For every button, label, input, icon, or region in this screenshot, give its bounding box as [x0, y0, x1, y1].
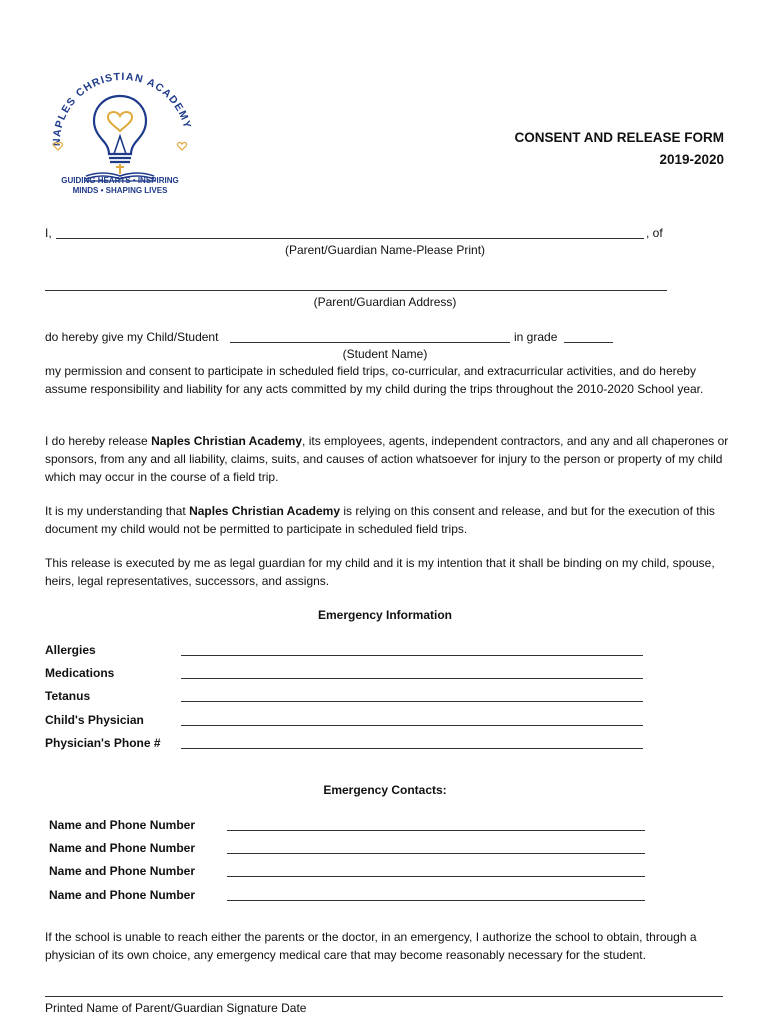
- medications-field[interactable]: [181, 678, 643, 679]
- form-title: CONSENT AND RELEASE FORM: [514, 130, 724, 145]
- contact-field-1[interactable]: [227, 830, 645, 831]
- student-name-field[interactable]: [230, 342, 510, 343]
- contact-field-4[interactable]: [227, 900, 645, 901]
- paragraph-understanding: [45, 502, 730, 538]
- contact-label: Name and Phone Number: [49, 864, 196, 878]
- contact-label: Name and Phone Number: [49, 818, 196, 832]
- emergency-info-heading: Emergency Information: [317, 608, 453, 622]
- logo-tagline-2: MINDS • SHAPING LIVES: [72, 186, 168, 195]
- school-name: Naples Christian Academy: [151, 434, 303, 448]
- paragraph-release: [45, 432, 730, 486]
- understanding-text-a: It is my understanding that: [45, 504, 190, 518]
- tetanus-field[interactable]: [181, 701, 643, 702]
- form-year: 2019-2020: [659, 152, 724, 167]
- understanding-text-b: is relying on this consent and release, and but for the execution of this document my child would not be permitted to participate in scheduled field trips.: [45, 504, 715, 536]
- physician-phone-field[interactable]: [181, 748, 643, 749]
- release-text-a: I do hereby release: [45, 434, 152, 448]
- signature-field[interactable]: [45, 996, 723, 997]
- grade-field[interactable]: [564, 342, 613, 343]
- signature-caption: Printed Name of Parent/Guardian Signature Date: [45, 1001, 307, 1015]
- physician-phone-label: Physician's Phone #: [45, 736, 161, 750]
- logo-arc-text: NAPLES CHRISTIAN ACADEMY: [50, 70, 194, 147]
- paragraph-authorization: If the school is unable to reach either the parents or the doctor, in an emergency, I authorize the school to obtain, through a physician of its own choice, any emergency medical care that may become reasonably necessary for the student.: [45, 930, 697, 962]
- paragraph-permission: my permission and consent to participate in scheduled field trips, co-curricular, and extracurricular activities, and do hereby assume responsibility and liability for any acts committed by my child during the trips throughout the 2010-2020 School year.: [45, 364, 704, 396]
- name-suffix: , of: [646, 226, 663, 240]
- guardian-address-caption: (Parent/Guardian Address): [313, 295, 457, 309]
- release-text-b: , its employees, agents, independent contractors, and any and all chaperones or sponsors, from any and all liability, claims, suits, and causes of action whatsoever for injury to the person or property of my child which may occur in the course of a field trip.: [45, 434, 729, 484]
- contact-field-3[interactable]: [227, 876, 645, 877]
- school-name: Naples Christian Academy: [189, 504, 341, 518]
- emergency-contacts-heading: Emergency Contacts:: [323, 783, 447, 797]
- physician-field[interactable]: [181, 725, 643, 726]
- name-prefix: I,: [45, 226, 52, 240]
- contact-field-2[interactable]: [227, 853, 645, 854]
- student-prefix: do hereby give my Child/Student: [45, 330, 219, 344]
- paragraph-binding: This release is executed by me as legal guardian for my child and it is my intention that it shall be binding on my child, spouse, heirs, legal representatives, successors, and assigns.: [45, 556, 715, 588]
- grade-label: in grade: [514, 330, 558, 344]
- allergies-field[interactable]: [181, 655, 643, 656]
- contact-label: Name and Phone Number: [49, 841, 196, 855]
- svg-text:NAPLES CHRISTIAN ACADEMY: [51, 71, 194, 146]
- allergies-label: Allergies: [45, 643, 96, 657]
- physician-label: Child's Physician: [45, 713, 144, 727]
- medications-label: Medications: [45, 666, 115, 680]
- student-name-caption: (Student Name): [342, 347, 428, 361]
- contact-label: Name and Phone Number: [49, 888, 196, 902]
- logo-tagline-1: GUIDING HEARTS • INSPIRING: [61, 176, 179, 185]
- tetanus-label: Tetanus: [45, 689, 91, 703]
- guardian-name-caption: (Parent/Guardian Name-Please Print): [284, 243, 486, 257]
- guardian-name-field[interactable]: [56, 238, 644, 239]
- guardian-address-field[interactable]: [45, 290, 667, 291]
- school-logo: [40, 58, 200, 208]
